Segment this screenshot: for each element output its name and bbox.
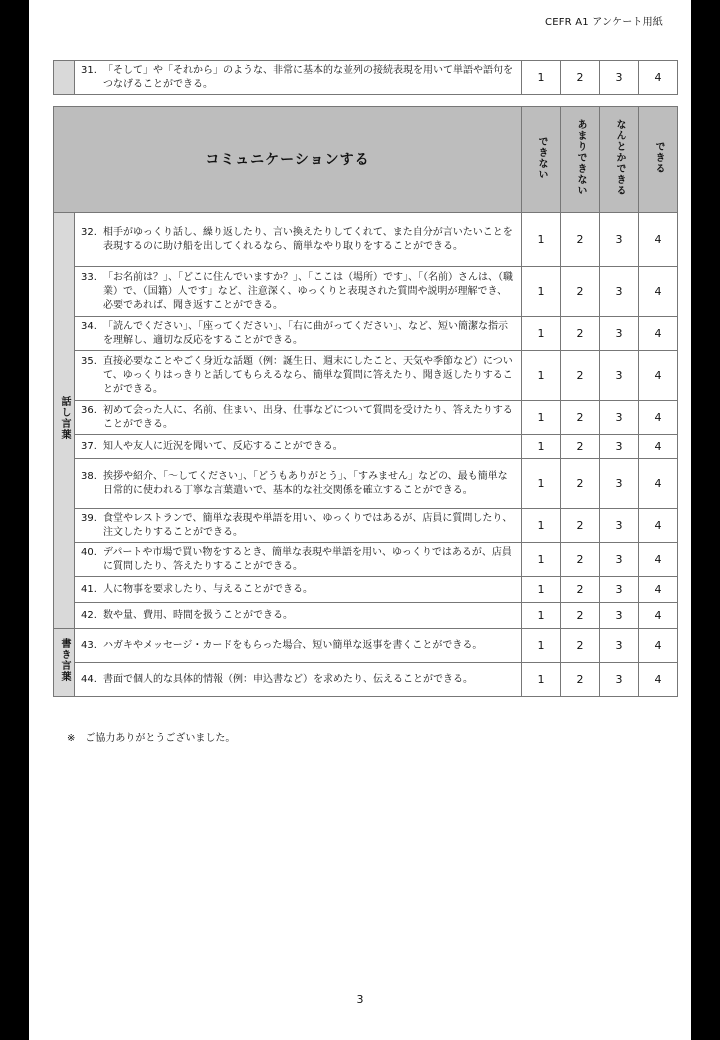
question-number: 35. <box>81 355 97 367</box>
scale-option-1[interactable]: 1 <box>522 61 561 95</box>
scale-option-2[interactable]: 2 <box>561 213 600 267</box>
scale-option-1[interactable]: 1 <box>522 267 561 317</box>
scale-option-2[interactable]: 2 <box>561 543 600 577</box>
scale-option-1[interactable]: 1 <box>522 543 561 577</box>
scale-option-4[interactable]: 4 <box>639 629 678 663</box>
table-row <box>54 61 678 95</box>
question-text: 書面で個人的な具体的情報（例：申込書など）を求めたり、伝えることができる。 <box>103 673 473 685</box>
scale-option-3[interactable]: 3 <box>600 213 639 267</box>
scale-option-4[interactable]: 4 <box>639 663 678 697</box>
question-cell <box>75 351 522 401</box>
table-row <box>54 663 678 697</box>
scale-option-2[interactable]: 2 <box>561 351 600 401</box>
table-row <box>54 317 678 351</box>
question-number: 40. <box>81 546 97 558</box>
question-number: 33. <box>81 271 97 283</box>
scale-option-3[interactable]: 3 <box>600 351 639 401</box>
section-title: コミュニケーションする <box>54 107 522 213</box>
scale-option-3[interactable]: 3 <box>600 577 639 603</box>
question-number: 43. <box>81 639 97 651</box>
scale-label-1: できない <box>536 135 547 180</box>
scale-option-3[interactable]: 3 <box>600 459 639 509</box>
scale-option-3[interactable]: 3 <box>600 603 639 629</box>
question-text: 数や量、費用、時間を扱うことができる。 <box>103 609 293 621</box>
category-speaking <box>54 213 75 629</box>
question-number: 31. <box>81 64 97 76</box>
question-number: 39. <box>81 512 97 524</box>
scale-option-2[interactable]: 2 <box>561 267 600 317</box>
scale-label-4: できる <box>653 141 664 174</box>
table-row <box>54 401 678 435</box>
question-number: 34. <box>81 320 97 332</box>
scale-header-4 <box>639 107 678 213</box>
scale-option-1[interactable]: 1 <box>522 509 561 543</box>
scale-option-4[interactable]: 4 <box>639 351 678 401</box>
scale-option-1[interactable]: 1 <box>522 435 561 459</box>
scale-option-4[interactable]: 4 <box>639 509 678 543</box>
question-cell <box>75 603 522 629</box>
question-text: 人に物事を要求したり、与えることができる。 <box>103 583 313 595</box>
question-text: 食堂やレストランで、簡単な表現や単語を用い、ゆっくりではあるが、店員に質問したり、注文したりすることができる。 <box>103 512 513 538</box>
scale-option-2[interactable]: 2 <box>561 629 600 663</box>
question-text: ハガキやメッセージ・カードをもらった場合、短い簡単な返事を書くことができる。 <box>103 639 483 651</box>
scale-option-2[interactable]: 2 <box>561 459 600 509</box>
table-row <box>54 603 678 629</box>
scale-option-2[interactable]: 2 <box>561 603 600 629</box>
scale-option-2[interactable]: 2 <box>561 663 600 697</box>
question-cell <box>75 663 522 697</box>
scale-option-1[interactable]: 1 <box>522 351 561 401</box>
question-cell <box>75 213 522 267</box>
scale-label-3: なんとかできる <box>614 119 625 196</box>
scale-option-3[interactable]: 3 <box>600 61 639 95</box>
scale-option-2[interactable]: 2 <box>561 509 600 543</box>
question-cell <box>75 401 522 435</box>
scale-option-3[interactable]: 3 <box>600 629 639 663</box>
scale-option-4[interactable]: 4 <box>639 401 678 435</box>
scale-option-4[interactable]: 4 <box>639 543 678 577</box>
category-label: 書き言葉 <box>59 638 70 682</box>
scale-option-2[interactable]: 2 <box>561 435 600 459</box>
table-row <box>54 351 678 401</box>
table-row <box>54 459 678 509</box>
question-text: 知人や友人に近況を聞いて、反応することができる。 <box>103 440 343 452</box>
scale-option-3[interactable]: 3 <box>600 663 639 697</box>
question-cell <box>75 435 522 459</box>
scale-header-3 <box>600 107 639 213</box>
scale-option-2[interactable]: 2 <box>561 577 600 603</box>
scale-option-4[interactable]: 4 <box>639 317 678 351</box>
scale-option-4[interactable]: 4 <box>639 213 678 267</box>
scale-option-3[interactable]: 3 <box>600 543 639 577</box>
scale-option-1[interactable]: 1 <box>522 213 561 267</box>
question-number: 38. <box>81 470 97 482</box>
question-number: 41. <box>81 583 97 595</box>
scale-option-1[interactable]: 1 <box>522 317 561 351</box>
table-row <box>54 629 678 663</box>
scale-option-1[interactable]: 1 <box>522 629 561 663</box>
scale-option-2[interactable]: 2 <box>561 61 600 95</box>
question-number: 32. <box>81 226 97 238</box>
table-row <box>54 577 678 603</box>
category-label: 話し言葉 <box>59 396 70 440</box>
scale-option-1[interactable]: 1 <box>522 459 561 509</box>
question-number: 44. <box>81 673 97 685</box>
category-cell <box>54 61 75 95</box>
scale-option-4[interactable]: 4 <box>639 61 678 95</box>
question-cell <box>75 629 522 663</box>
scale-option-1[interactable]: 1 <box>522 401 561 435</box>
footnote: ※ ご協力ありがとうございました。 <box>67 733 236 744</box>
scale-header-2 <box>561 107 600 213</box>
scale-option-4[interactable]: 4 <box>639 267 678 317</box>
scale-option-3[interactable]: 3 <box>600 435 639 459</box>
question-number: 42. <box>81 609 97 621</box>
scale-option-2[interactable]: 2 <box>561 401 600 435</box>
scale-option-3[interactable]: 3 <box>600 317 639 351</box>
question-cell <box>75 459 522 509</box>
question-table-main <box>53 106 678 697</box>
question-table-top <box>53 60 678 95</box>
question-text: 「読んでください」、「座ってください」、「右に曲がってください」、など、短い簡潔な指示を理解し、適切な反応をすることができる。 <box>103 320 508 346</box>
scale-option-2[interactable]: 2 <box>561 317 600 351</box>
question-cell <box>75 61 522 95</box>
scale-option-3[interactable]: 3 <box>600 267 639 317</box>
page-number: 3 <box>356 993 364 1006</box>
question-text: 相手がゆっくり話し、繰り返したり、言い換えたりしてくれて、また自分が言いたいことを表現するのに助け船を出してくれるなら、簡単なやり取りをすることができる。 <box>103 226 513 252</box>
scale-option-4[interactable]: 4 <box>639 435 678 459</box>
page-header: CEFR A1 アンケート用紙 <box>545 17 663 28</box>
question-cell <box>75 543 522 577</box>
question-cell <box>75 267 522 317</box>
question-cell <box>75 317 522 351</box>
scale-option-1[interactable]: 1 <box>522 603 561 629</box>
table-row <box>54 543 678 577</box>
category-writing <box>54 629 75 697</box>
question-text: デパートや市場で買い物をするとき、簡単な表現や単語を用い、ゆっくりではあるが、店員に質問したり、答えたりすることができる。 <box>103 546 512 572</box>
table-row <box>54 509 678 543</box>
scale-header-1 <box>522 107 561 213</box>
scale-option-1[interactable]: 1 <box>522 577 561 603</box>
question-text: 初めて会った人に、名前、住まい、出身、仕事などについて質問を受けたり、答えたりすることができる。 <box>103 404 513 430</box>
question-text: 「お名前は？」、「どこに住んでいますか？」、「ここは（場所）です」、「（名前）さんは、（職業）で、（国籍）人です」など、注意深く、ゆっくりと表現された質問や説明が理解でき、必要であれば、聞き返すことができる。 <box>103 271 513 311</box>
question-cell <box>75 509 522 543</box>
scale-option-3[interactable]: 3 <box>600 401 639 435</box>
scale-option-1[interactable]: 1 <box>522 663 561 697</box>
question-text: 挨拶や紹介、「～してください」、「どうもありがとう」、「すみません」などの、最も簡単な日常的に使われる丁寧な言葉遣いで、基本的な社交関係を確立することができる。 <box>103 470 508 496</box>
scale-option-4[interactable]: 4 <box>639 603 678 629</box>
question-text: 直接必要なことやごく身近な話題（例：誕生日、週末にしたこと、天気や季節など）について、ゆっくりはっきりと話してもらえるなら、簡単な質問に答えたり、聞き返したりすることができる。 <box>103 355 513 395</box>
document-page <box>29 0 691 1040</box>
scale-option-3[interactable]: 3 <box>600 509 639 543</box>
table-row <box>54 435 678 459</box>
question-number: 37. <box>81 440 97 452</box>
question-cell <box>75 577 522 603</box>
scale-label-2: あまりできない <box>575 119 586 196</box>
table-row <box>54 213 678 267</box>
section-header-row <box>54 107 678 213</box>
scale-option-4[interactable]: 4 <box>639 577 678 603</box>
question-text: 「そして」や「それから」のような、非常に基本的な並列の接続表現を用いて単語や語句をつなげることができる。 <box>103 64 513 90</box>
scale-option-4[interactable]: 4 <box>639 459 678 509</box>
question-number: 36. <box>81 404 97 416</box>
table-row <box>54 267 678 317</box>
